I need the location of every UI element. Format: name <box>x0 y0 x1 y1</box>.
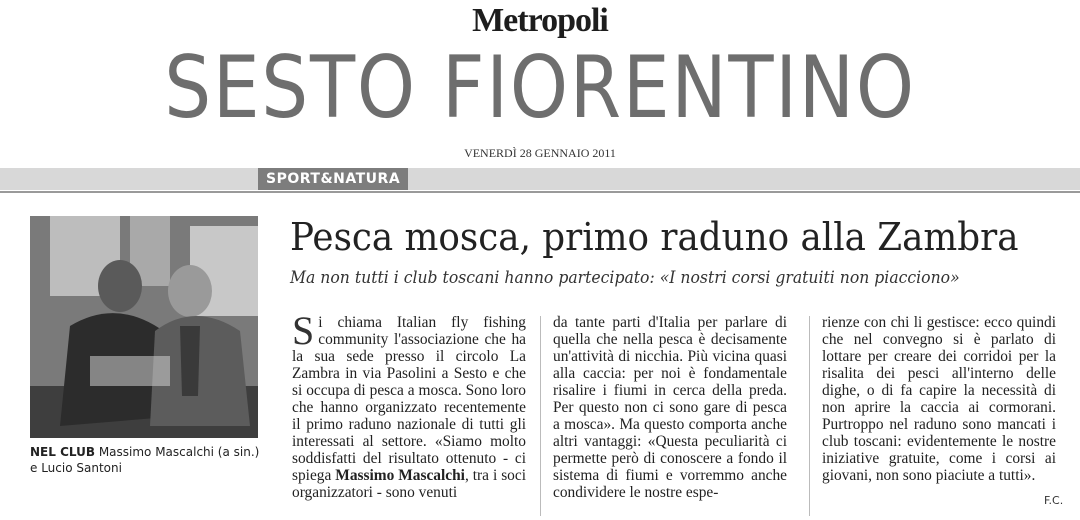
column-divider <box>809 316 810 516</box>
column-divider <box>540 316 541 516</box>
photo-caption <box>30 444 260 476</box>
article-column-2: da tante parti d'Italia per parlare di quella che nella pesca è decisamente un'attività di nicchia. Più vicina quasi alla caccia: per noi è fondamentale risalire i fiumi in cerca della preda. Per questo non ci sono gare di pesca a mosca». Ma questo comporta anche altri vantaggi: «Questa peculiarità ci permette però di conoscere a fondo il sistema di fiumi e vorremmo anche condividere le nostre espe- <box>553 314 787 501</box>
drop-cap: S <box>292 308 315 353</box>
caption-text: Massimo Mascalchi (a sin.) e Lucio Santoni <box>30 445 260 475</box>
article-headline: Pesca mosca, primo raduno alla Zambra <box>290 215 1019 259</box>
column-1-text-b: , tra i soci organizzatori - sono venuti <box>292 467 526 501</box>
article-subhead: Ma non tutti i club toscani hanno partecipato: «I nostri corsi gratuiti non piacciono» <box>290 268 960 288</box>
article-column-1 <box>292 308 526 501</box>
article-column-3: rienze con chi li gestisce: ecco quindi che nel convegno si è parlato di lottare per creare dei corridoi per la risalita dei pesci all'interno delle dighe, o di fa capire la necessità di non aprire la caccia ai cormorani. Purtroppo nel raduno sono mancati i club toscani: evidentemente le nostre iniziative gratuite, come i corsi ai giovani, non sono piaciute a tutti». <box>822 314 1056 484</box>
author-initials: F.C. <box>1044 494 1064 507</box>
section-band <box>0 168 1080 190</box>
issue-date: VENERDÌ 28 GENNAIO 2011 <box>464 146 616 160</box>
caption-label: NEL CLUB <box>30 445 95 459</box>
section-label: SPORT&NATURA <box>258 168 408 190</box>
publication-name: Metropoli <box>472 2 608 39</box>
city-title: SESTO FIORENTINO <box>164 38 916 138</box>
column-1-text-a: i chiama Italian fly fishing community l'associazione che ha la sua sede presso il circolo La Zambra in via Pasolini a Sesto e che si occupa di pesca a mosca. Sono loro che hanno organizzato recentemente il primo raduno nazionale di tutti gli interessati al settore. «Siamo molto soddisfatti del risultato ottenuto - ci spiega <box>292 314 526 484</box>
interviewee-name: Massimo Mascalchi <box>335 467 465 484</box>
article-photo <box>30 216 258 438</box>
